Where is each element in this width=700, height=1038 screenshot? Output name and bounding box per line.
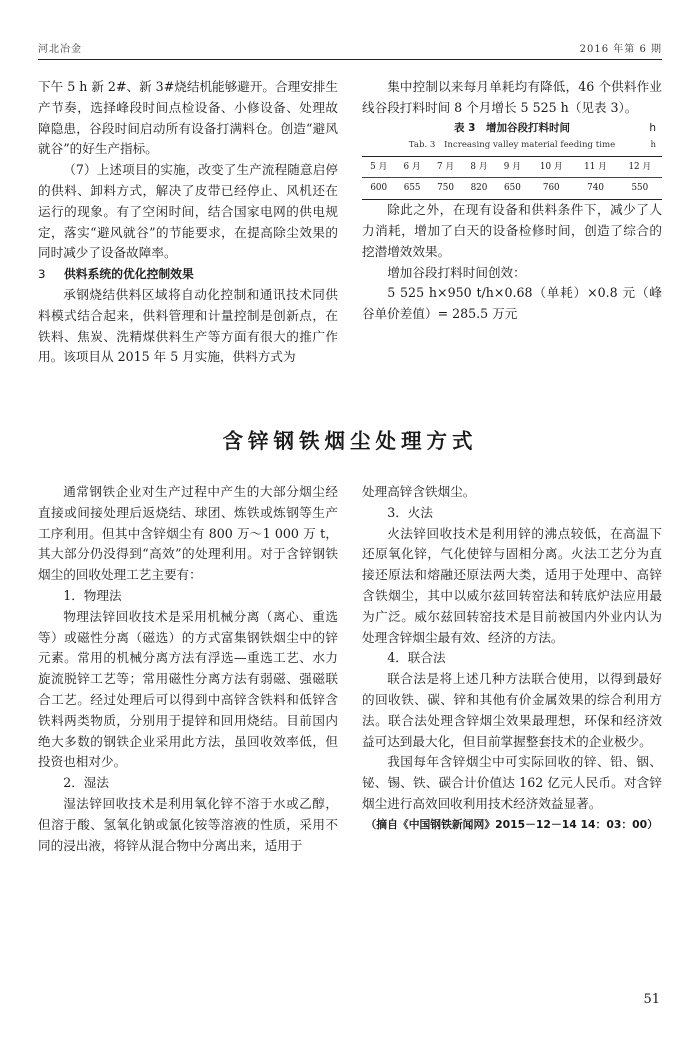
table-header-row <box>362 156 662 178</box>
table-header-cell: 12 月 <box>618 156 662 178</box>
table-cell: 740 <box>573 178 617 200</box>
table-cell: 760 <box>529 178 573 200</box>
section-heading <box>38 264 338 285</box>
table-header-cell: 9 月 <box>496 156 529 178</box>
table-caption-en-row <box>362 137 662 153</box>
table-cell: 750 <box>429 178 462 200</box>
formula-paragraph: 5 525 h×950 t/h×0.68（单耗）×0.8 元（峰谷单价差值）= 285.5 万元 <box>362 285 662 322</box>
table-unit-en: h <box>650 139 656 150</box>
subheading: 3．火法 <box>387 504 433 520</box>
paragraph: 联合法是将上述几种方法联合使用，以得到最好的回收铁、碳、锌和其他有价金属效果的综合利用方法。联合法处理含锌烟尘效果最理想，环保和经济效益可达到最大化，但目前掌握整套技术的企业极少。 <box>362 671 662 749</box>
table-cell: 600 <box>362 178 395 200</box>
journal-name: 河北冶金 <box>38 44 82 55</box>
table-header-cell: 11 月 <box>573 156 617 178</box>
paragraph: 处理高锌含铁烟尘。 <box>362 484 476 499</box>
table-cell: 655 <box>395 178 428 200</box>
paragraph: 通常钢铁企业对生产过程中产生的大部分烟尘经直接或间接处理后返烧结、球团、炼铁或炼钢等生产工序利用。但其中含锌烟尘有 800 万～1 000 万 t，其大部分仍没得到“高效”的处理利用。对于含锌钢铁烟尘的回收处理工艺主要有： <box>38 484 338 583</box>
paragraph: 承钢烧结供料区域将自动化控制和通讯技术同供料模式结合起来，供料管理和计量控制是创新点，在铁料、焦炭、洗精煤供料生产等方面有很大的推广作用。该项目从 2015 年 5 月实施，供料方式为 <box>38 286 338 365</box>
paragraph: 湿法锌回收技术是利用氧化锌不溶于水或乙醇，但溶于酸、氢氧化钠或氯化铵等溶液的性质，采用不同的浸出液，将锌从混合物中分离出来，适用于 <box>38 795 338 853</box>
table-unit: h <box>649 121 656 134</box>
table-cell: 650 <box>496 178 529 200</box>
issue-label: 2016 年第 6 期 <box>579 44 662 55</box>
table-cell: 550 <box>618 178 662 200</box>
paragraph: 除此之外，在现有设备和供料条件下，减少了人力消耗，增加了白天的设备检修时间，创造了综合的挖潜增效效果。 <box>362 202 662 259</box>
table-header-cell: 5 月 <box>362 156 395 178</box>
table-cell: 820 <box>462 178 495 200</box>
source-citation: （摘自《中国钢铁新闻网》2015－12－14 14：03：00） <box>365 817 658 831</box>
table-header-cell: 10 月 <box>529 156 573 178</box>
paragraph: 集中控制以来每月单耗均有降低，46 个供料作业线谷段打料时间 8 个月增长 5 525 h（见表 3）。 <box>362 79 662 115</box>
section-title: 供料系统的优化控制效果 <box>64 267 194 282</box>
subheading: 4．联合法 <box>387 650 446 666</box>
table-header-cell: 6 月 <box>395 156 428 178</box>
table-row <box>362 178 662 200</box>
table-caption-en: Tab. 3 Increasing valley material feeding time <box>408 139 616 150</box>
table-caption-cn: 表 3 增加谷段打料时间 <box>454 121 570 134</box>
paragraph: 我国每年含锌烟尘中可实际回收的锌、铅、铟、铋、锡、铁、碳合计价值达 162 亿元人民币。对含锌烟尘进行高效回收利用技术经济效益显著。 <box>362 754 662 811</box>
paragraph: 增加谷段打料时间创效： <box>387 264 526 280</box>
subheading: 2．湿法 <box>63 775 109 791</box>
subheading: 1．物理法 <box>63 587 122 603</box>
column-top-left <box>38 77 338 368</box>
header-rule <box>38 59 662 60</box>
article-title: 含锌钢铁烟尘处理方式 <box>222 429 478 453</box>
paragraph: （7）上述项目的实施，改变了生产流程随意启停的供料、卸料方式，解决了皮带已经停止、风机还在运行的现象。有了空闲时间，结合国家电网的供电规定，落实“避风就谷”的节能要求，在提高除尘效果的同时减少了设备故障率。 <box>38 162 338 261</box>
paragraph: 火法锌回收技术是利用锌的沸点较低，在高温下还原氧化锌，气化使锌与固相分离。火法工艺分为直接还原法和熔融还原法两大类，适用于处理中、高锌含铁烟尘，其中以威尔兹回转窑法和转底炉法应用最为广泛。威尔兹回转窑技术是目前被国内外业内认为处理含锌烟尘最有效、经济的方法。 <box>362 525 662 645</box>
table-header-cell: 8 月 <box>462 156 495 178</box>
column-bottom-right <box>362 482 662 836</box>
column-bottom-left <box>38 482 338 856</box>
section-number: 3 <box>38 267 46 282</box>
paragraph: 物理法锌回收技术是采用机械分离（离心、重选等）或磁性分离（磁选）的方式富集钢铁烟尘中的锌元素。常用的机械分离方法有浮选—重选工艺、水力旋流脱锌工艺等；常用磁性分离方法有弱磁、强磁联合工艺。经过处理后可以得到中高锌含铁料和低锌含铁料两类物质，分别用于提锌和回用烧结。目前国内绝大多数的钢铁企业采用此方法，虽回收效率低，但投资也相对少。 <box>38 608 338 770</box>
table-header-cell: 7 月 <box>429 156 462 178</box>
paragraph: 下午 5 h 新 2#、新 3#烧结机能够避开。合理安排生产节奏，选择峰段时间点检设备、小修设备、处理故障隐患，谷段时间启动所有设备打满料仓。创造“避风就谷”的好生产指标。 <box>38 79 338 157</box>
table-caption <box>362 119 662 137</box>
page-number: 51 <box>643 992 660 1007</box>
column-top-right <box>362 77 662 325</box>
valley-feeding-table <box>362 156 662 201</box>
running-header <box>38 40 662 56</box>
